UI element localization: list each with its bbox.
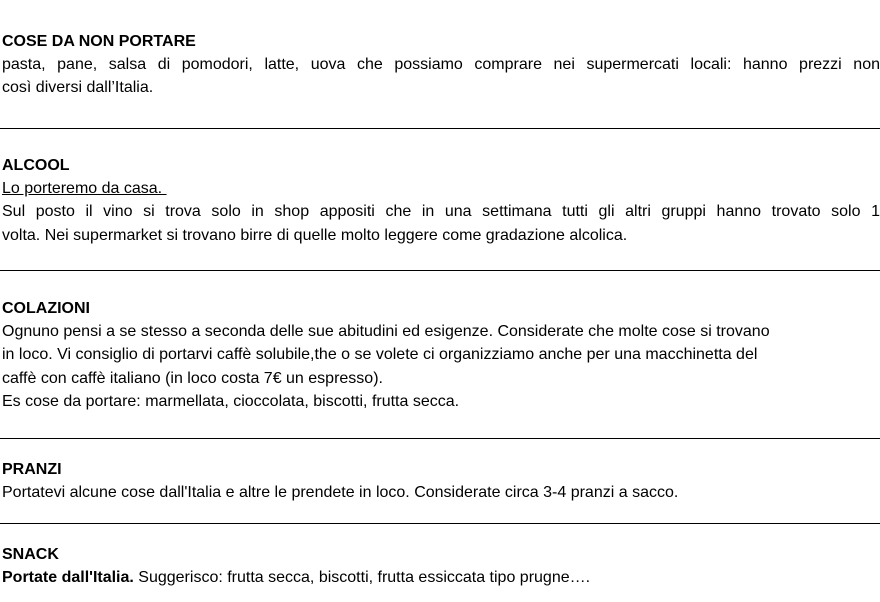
section-heading: ALCOOL [2,157,70,174]
paragraph-line: Es cose da portare: marmellata, cioccolata, biscotti, frutta secca. [2,393,460,411]
section-colazioni [2,297,880,414]
section-heading: COLAZIONI [2,300,90,317]
divider [0,523,880,524]
section-heading: PRANZI [2,461,62,478]
paragraph-line: caffè con caffè italiano (in loco costa 7€ un espresso). [2,369,383,387]
underlined-note [2,177,880,200]
paragraph-line: così diversi dall’Italia. [2,79,154,97]
paragraph-line: in loco. Vi consiglio di portarvi caffè solubile,the o se volete ci organizziamo anche per una macchinetta del [2,346,758,364]
divider [0,128,880,129]
section-pranzi [2,458,880,504]
bold-lead: Portate dall'Italia. [2,569,134,586]
paragraph-line: Ognuno pensi a se stesso a seconda delle sue abitudini ed esigenze. Considerate che molte cose si trovano [2,323,770,340]
paragraph-line: pasta, pane, salsa di pomodori, latte, uova che possiamo comprare nei supermercati locali: hanno prezzi non [2,56,880,73]
section-snack [2,543,880,589]
underlined-text: Lo porteremo da casa. [2,180,167,197]
divider [0,270,880,271]
paragraph-line [2,566,880,589]
paragraph-line: Sul posto il vino si trova solo in shop appositi che in una settimana tutti gli altri gruppi hanno trovato solo 1 [2,203,880,221]
section-cose-da-non-portare [2,30,880,100]
paragraph-line: Portatevi alcune cose dall'Italia e altre le prendete in loco. Considerate circa 3-4 pranzi a sacco. [2,484,679,501]
section-heading: SNACK [2,546,59,563]
paragraph-line: volta. Nei supermarket si trovano birre di quelle molto leggere come gradazione alcolica. [2,226,628,244]
paragraph-text: Suggerisco: frutta secca, biscotti, frutta essiccata tipo prugne…. [133,569,591,586]
section-alcool [2,154,880,247]
section-heading: COSE DA NON PORTARE [2,33,196,50]
divider [0,438,880,439]
